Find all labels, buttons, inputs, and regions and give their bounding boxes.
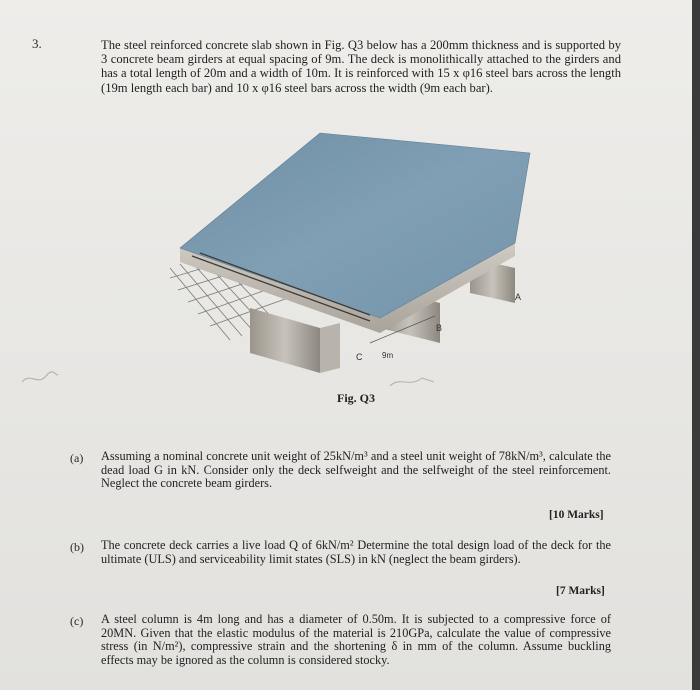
part-c-label: (c) <box>70 614 84 628</box>
part-c-text: A steel column is 4m long and has a diameter of 0.50m. It is subjected to a compressive force of 20MN. Given that the elastic modulus of the material is 210GPa, calculate the value of compressive stress (in N/m²), compressive strain and the shortening δ in mm of the column. Assume buckling effects may be ignored as the column is considered stocky. <box>101 612 611 667</box>
figure-caption: Fig. Q3 <box>337 391 375 405</box>
question-intro: The steel reinforced concrete slab shown in Fig. Q3 below has a 200mm thickness and is supported by 3 concrete beam girders at equal spacing of 9m. The deck is monolithically attached to the girders and has a total length of 20m and a width of 10m. It is reinforced with 15 x φ16 steel bars across the length (19m length each bar) and 10 x φ16 steel bars across the width (9m each bar). <box>101 38 621 95</box>
label-a: A <box>515 292 522 302</box>
right-edge-bar <box>692 0 700 690</box>
label-b: B <box>436 323 443 333</box>
girder-c <box>250 308 320 373</box>
label-c: C <box>356 352 363 362</box>
part-b-label: (b) <box>70 540 84 554</box>
part-a-marks: [10 Marks] <box>549 509 604 521</box>
part-b-marks: [7 Marks] <box>556 585 605 597</box>
part-b-text: The concrete deck carries a live load Q of 6kN/m² Determine the total design load of the deck for the ultimate (ULS) and serviceability limit states (SLS) in kN (neglect the beam girders). <box>101 538 611 566</box>
part-a-label: (a) <box>70 451 84 465</box>
pen-scribble <box>20 368 60 388</box>
slab-illustration <box>170 128 590 388</box>
slab-figure <box>170 128 590 388</box>
label-dimension: 9m <box>382 351 394 360</box>
pen-scribble-2 <box>388 372 438 392</box>
part-a-text: Assuming a nominal concrete unit weight of 25kN/m³ and a steel unit weight of 78kN/m³, calculate the dead load G in kN. Consider only the deck selfweight and the selfweight of the steel reinforcement. Neglect the concrete beam girders. <box>101 449 611 491</box>
question-number: 3. <box>32 36 42 51</box>
